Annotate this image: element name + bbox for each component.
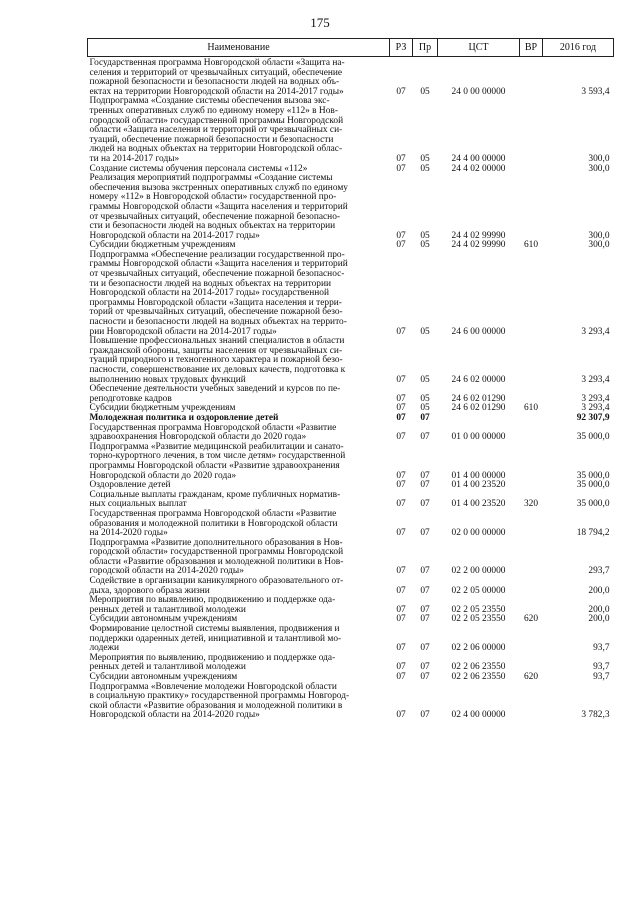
row-name-line: Новгородской области на 2014-2017 годы» государственной bbox=[89, 288, 329, 299]
row-name-line: Новгородской области до 2020 года» bbox=[89, 470, 237, 481]
row-name-line: в социальную практику» государственной программы Новгород- bbox=[89, 691, 350, 702]
row-name-line: пасности и безопасности людей на водных объектах на террито- bbox=[89, 317, 347, 328]
row-name-line: ренных детей и талантливой молодежи bbox=[89, 662, 246, 673]
row-vr bbox=[520, 577, 543, 596]
row-pr: 07 bbox=[420, 585, 430, 596]
row-amount: 293,7 bbox=[588, 566, 610, 577]
row-pr: 05 bbox=[420, 326, 430, 337]
row-name-line: дыха, здорового образа жизни bbox=[89, 585, 210, 596]
row-name-line: Субсидии автономным учреждениям bbox=[89, 672, 238, 682]
row-name-line: Мероприятия по выявлению, продвижению и поддержке ода- bbox=[89, 595, 336, 606]
row-name-line: Мероприятия по выявлению, продвижению и поддержке ода- bbox=[89, 652, 336, 663]
row-name-line: ных социальных выплат bbox=[89, 499, 187, 510]
row-pr: 05 bbox=[420, 86, 430, 97]
row-vr: 620 bbox=[523, 614, 539, 625]
row-pr: 05 bbox=[420, 163, 430, 174]
row-cst: 01 4 00 00000 bbox=[451, 470, 506, 481]
row-name-line: Субсидии бюджетным учреждениям bbox=[89, 240, 236, 251]
row-name-line: тренных оперативных служб по единому номеру «112» в Нов- bbox=[89, 105, 338, 116]
row-name-line: Реализация мероприятий подпрограммы «Создание системы bbox=[89, 173, 333, 184]
row-pr: 05 bbox=[420, 153, 430, 164]
table-header-row bbox=[88, 39, 614, 57]
row-cst: 02 0 00 00000 bbox=[451, 528, 506, 539]
row-pr: 07 bbox=[420, 672, 430, 682]
row-name bbox=[88, 174, 390, 241]
table-row bbox=[88, 683, 614, 721]
row-amount: 93,7 bbox=[593, 662, 610, 673]
row-rz: 07 bbox=[396, 662, 406, 673]
row-name-line: Подпрограмма «Вовлечение молодежи Новгородской области bbox=[89, 681, 337, 692]
row-rz: 07 bbox=[396, 566, 406, 577]
row-name-line: Обеспечение деятельности учебных заведений и курсов по пе- bbox=[89, 384, 341, 395]
row-amount: 35 000,0 bbox=[576, 432, 610, 443]
row-name-line: Формирование целостной системы выявления, продвижения и bbox=[89, 624, 340, 635]
row-cst: 24 4 02 00000 bbox=[451, 163, 506, 174]
row-cst: 02 2 00 00000 bbox=[451, 566, 506, 577]
table-row bbox=[88, 577, 614, 596]
row-rz: 07 bbox=[396, 710, 406, 721]
row-cst: 24 6 02 01290 bbox=[451, 393, 506, 404]
row-amount: 35 000,0 bbox=[576, 480, 610, 491]
row-rz: 07 bbox=[396, 393, 406, 404]
row-name bbox=[88, 337, 390, 385]
row-name-line: граммы Новгородской области «Защита населения и территорий bbox=[89, 259, 348, 270]
row-name-line: пожарной безопасности и безопасности людей на водных объ- bbox=[89, 77, 340, 88]
row-amount: 300,0 bbox=[588, 230, 610, 241]
row-vr bbox=[520, 57, 543, 98]
row-cst: 02 4 00 00000 bbox=[451, 710, 506, 721]
table-row bbox=[88, 443, 614, 481]
row-name-line: Социальные выплаты гражданам, кроме публичных норматив- bbox=[89, 489, 341, 500]
row-vr: 320 bbox=[523, 499, 539, 510]
row-vr bbox=[520, 337, 543, 385]
row-cst: 01 4 00 23520 bbox=[451, 499, 506, 510]
row-vr bbox=[520, 481, 543, 491]
column-header-pr: Пр bbox=[413, 39, 438, 57]
row-name-line: сти и безопасности людей на водных объектах на территории bbox=[89, 221, 336, 232]
row-name-line: Субсидии бюджетным учреждениям bbox=[89, 403, 236, 414]
row-vr bbox=[520, 251, 543, 337]
row-pr: 07 bbox=[420, 412, 430, 423]
row-pr: 07 bbox=[420, 470, 430, 481]
row-amount: 200,0 bbox=[588, 585, 610, 596]
row-vr bbox=[520, 97, 543, 164]
row-vr bbox=[520, 625, 543, 654]
row-rz: 07 bbox=[396, 163, 406, 174]
row-name-line: туаций природного и техногенного характера и пожарной безо- bbox=[89, 355, 343, 366]
row-rz: 07 bbox=[396, 403, 406, 414]
row-name-line: здравоохранения Новгородской области до 2020 года» bbox=[89, 432, 307, 443]
row-name-line: на 2014-2020 годы» bbox=[89, 528, 168, 539]
row-name-line: программы Новгородской области «Защита населения и терри- bbox=[89, 297, 342, 308]
row-name-line: городской области на 2014-2020 годы» bbox=[89, 566, 244, 577]
row-vr bbox=[520, 385, 543, 404]
row-pr: 07 bbox=[420, 614, 430, 625]
row-amount: 3 782,3 bbox=[581, 710, 610, 721]
table-row bbox=[88, 57, 614, 98]
row-name-line: торий от чрезвычайных ситуаций, обеспечение пожарной безо- bbox=[89, 307, 343, 318]
row-name-line: области «Развитие образования и молодежной политики в Нов- bbox=[89, 556, 344, 567]
row-name-line: городской области» государственной программы Новгородской bbox=[89, 115, 344, 126]
row-cst: 02 2 05 23550 bbox=[451, 614, 506, 625]
row-cst: 24 6 02 00000 bbox=[451, 374, 506, 385]
row-pr: 07 bbox=[420, 710, 430, 721]
row-name-line: от чрезвычайных ситуаций, обеспечение пожарной безопаснос- bbox=[89, 269, 345, 280]
row-amount: 93,7 bbox=[593, 643, 610, 654]
row-pr: 07 bbox=[420, 643, 430, 654]
row-cst: 02 2 06 00000 bbox=[451, 643, 506, 654]
row-name bbox=[88, 625, 390, 654]
row-name-line: Новгородской области на 2014-2020 годы» bbox=[89, 710, 260, 721]
row-rz: 07 bbox=[396, 672, 406, 682]
row-rz: 07 bbox=[396, 230, 406, 241]
row-name-line: ренных детей и талантливой молодежи bbox=[89, 604, 246, 615]
row-vr bbox=[520, 443, 543, 481]
row-name-line: городской области» государственной программы Новгородской bbox=[89, 547, 344, 558]
row-amount: 3 593,4 bbox=[581, 86, 610, 97]
row-name bbox=[88, 491, 390, 510]
table-row bbox=[88, 510, 614, 539]
row-name-line: Оздоровление детей bbox=[89, 480, 171, 491]
row-name-line: Новгородской области на 2014-2017 годы» bbox=[89, 230, 260, 241]
row-name-line: Подпрограмма «Развитие дополнительного образования в Нов- bbox=[89, 537, 343, 548]
row-rz: 07 bbox=[396, 499, 406, 510]
row-pr: 05 bbox=[420, 240, 430, 251]
column-header-cst: ЦСТ bbox=[438, 39, 520, 57]
row-cst: 01 0 00 00000 bbox=[451, 432, 506, 443]
row-name-line: Содействие в организации каникулярного образовательного от- bbox=[89, 576, 344, 587]
row-rz: 07 bbox=[396, 153, 406, 164]
row-amount: 92 307,9 bbox=[576, 412, 610, 423]
row-name-line: образования и молодежной политики в Новгородской области bbox=[89, 518, 338, 529]
row-amount: 35 000,0 bbox=[576, 499, 610, 510]
row-name bbox=[88, 596, 390, 615]
row-pr: 07 bbox=[420, 566, 430, 577]
row-rz: 07 bbox=[396, 412, 406, 423]
column-header-rz: РЗ bbox=[390, 39, 413, 57]
row-name-line: Субсидии автономным учреждениям bbox=[89, 614, 238, 625]
table-row bbox=[88, 385, 614, 404]
row-name-line: Молодежная политика и оздоровление детей bbox=[89, 412, 279, 423]
row-pr: 05 bbox=[420, 403, 430, 414]
row-vr bbox=[520, 174, 543, 241]
row-cst: 24 6 00 00000 bbox=[451, 326, 506, 337]
table-row bbox=[88, 625, 614, 654]
row-name-line: номеру «112» в Новгородской области» государственной про- bbox=[89, 192, 337, 203]
row-name bbox=[88, 443, 390, 481]
table-row bbox=[88, 174, 614, 241]
row-name-line: лодежи bbox=[89, 643, 120, 654]
row-cst: 01 4 00 23520 bbox=[451, 480, 506, 491]
row-name-line: Государственная программа Новгородской области «Развитие bbox=[89, 508, 337, 519]
row-name-line: ектах на территории Новгородской области на 2014-2017 годы» bbox=[89, 86, 344, 97]
row-name-line: туаций, обеспечение пожарной безопасности и безопасности bbox=[89, 134, 334, 145]
row-name-line: области «Защита населения и территорий от чрезвычайных си- bbox=[89, 125, 343, 136]
row-pr: 05 bbox=[420, 230, 430, 241]
row-name-line: поддержки одаренных детей, инициативной и талантливой мо- bbox=[89, 633, 342, 644]
row-pr: 07 bbox=[420, 604, 430, 615]
row-name-line: Подпрограмма «Создание системы обеспечения вызова экс- bbox=[89, 96, 330, 107]
row-name-line: пасности, совершенствование их деловых качеств, подготовка к bbox=[89, 365, 346, 375]
row-cst: 02 2 05 00000 bbox=[451, 585, 506, 596]
row-rz: 07 bbox=[396, 470, 406, 481]
row-amount: 18 794,2 bbox=[576, 528, 610, 539]
row-vr: 610 bbox=[523, 403, 539, 414]
row-name-line: ти на 2014-2017 годы» bbox=[89, 153, 180, 164]
row-vr bbox=[520, 165, 543, 175]
row-vr bbox=[520, 424, 543, 443]
row-name-line: Повышение профессиональных знаний специалистов в области bbox=[89, 336, 345, 347]
row-name-line: выполнению новых трудовых функций bbox=[89, 374, 246, 385]
budget-table bbox=[87, 38, 614, 721]
row-name-line: программы Новгородской области «Развитие здравоохранения bbox=[89, 460, 340, 471]
row-vr bbox=[520, 596, 543, 615]
row-rz: 07 bbox=[396, 604, 406, 615]
column-header-vr: ВР bbox=[520, 39, 543, 57]
row-pr: 07 bbox=[420, 662, 430, 673]
table-row bbox=[88, 654, 614, 673]
row-rz: 07 bbox=[396, 432, 406, 443]
table-row bbox=[88, 596, 614, 615]
row-cst: 24 4 00 00000 bbox=[451, 153, 506, 164]
row-amount: 3 293,4 bbox=[581, 393, 610, 404]
row-cst: 02 2 06 23550 bbox=[451, 662, 506, 673]
row-name-line: реподготовке кадров bbox=[89, 393, 172, 404]
row-name bbox=[88, 577, 390, 596]
row-name bbox=[88, 539, 390, 577]
row-name-line: от чрезвычайных ситуаций, обеспечение пожарной безопасно- bbox=[89, 211, 341, 222]
row-name-line: торно-курортного лечения, в том числе детям» государственной bbox=[89, 451, 346, 462]
row-pr: 07 bbox=[420, 499, 430, 510]
row-pr: 07 bbox=[420, 528, 430, 539]
row-name bbox=[88, 57, 390, 98]
row-name-line: ской области «Развитие образования и молодежной политики в bbox=[89, 700, 343, 711]
row-vr bbox=[520, 654, 543, 673]
row-pr: 05 bbox=[420, 374, 430, 385]
table-row bbox=[88, 539, 614, 577]
row-vr bbox=[520, 510, 543, 539]
row-pr: 07 bbox=[420, 480, 430, 491]
row-pr: 05 bbox=[420, 393, 430, 404]
column-header-year: 2016 год bbox=[543, 39, 614, 57]
row-name bbox=[88, 385, 390, 404]
row-amount: 3 293,4 bbox=[581, 374, 610, 385]
row-amount: 200,0 bbox=[588, 604, 610, 615]
row-name bbox=[88, 424, 390, 443]
row-cst: 24 4 02 99990 bbox=[451, 230, 506, 241]
row-rz: 07 bbox=[396, 528, 406, 539]
row-rz: 07 bbox=[396, 86, 406, 97]
row-cst: 24 4 02 99990 bbox=[451, 240, 506, 251]
row-amount: 93,7 bbox=[593, 672, 610, 682]
row-amount: 300,0 bbox=[588, 153, 610, 164]
column-header-name: Наименование bbox=[88, 39, 390, 57]
row-vr bbox=[520, 683, 543, 721]
row-vr bbox=[520, 539, 543, 577]
row-name bbox=[88, 251, 390, 337]
row-amount: 300,0 bbox=[588, 163, 610, 174]
row-rz: 07 bbox=[396, 240, 406, 251]
row-name-line: граммы Новгородской области «Защита населения и территорий bbox=[89, 201, 348, 212]
row-rz: 07 bbox=[396, 585, 406, 596]
table-row bbox=[88, 97, 614, 164]
page-number: 175 bbox=[310, 15, 330, 30]
row-name-line: селения и территорий от чрезвычайных ситуаций, обеспечение bbox=[89, 67, 343, 78]
table-body bbox=[88, 57, 614, 721]
row-rz: 07 bbox=[396, 614, 406, 625]
row-name-line: Государственная программа Новгородской области «Развитие bbox=[89, 422, 337, 433]
table-row bbox=[88, 491, 614, 510]
row-cst: 02 2 05 23550 bbox=[451, 604, 506, 615]
row-name-line: ти и безопасности людей на водных объектах на территории bbox=[89, 278, 332, 289]
row-cst: 24 0 00 00000 bbox=[451, 86, 506, 97]
row-name-line: обеспечения вызова экстренных оперативных служб по единому bbox=[89, 182, 348, 193]
row-rz: 07 bbox=[396, 643, 406, 654]
row-vr: 620 bbox=[523, 672, 539, 682]
row-name-line: Подпрограмма «Обеспечение реализации государственной про- bbox=[89, 249, 345, 260]
row-amount: 300,0 bbox=[588, 240, 610, 251]
row-name-line: людей на водных объектах на территории Новгородской облас- bbox=[89, 144, 343, 155]
row-amount: 3 293,4 bbox=[581, 326, 610, 337]
row-rz: 07 bbox=[396, 480, 406, 491]
row-cst: 02 2 06 23550 bbox=[451, 672, 506, 682]
row-cst bbox=[438, 414, 520, 424]
row-vr: 610 bbox=[523, 240, 539, 251]
table-row bbox=[88, 424, 614, 443]
row-amount: 3 293,4 bbox=[581, 403, 610, 414]
row-name-line: Подпрограмма «Развитие медицинской реабилитации и санато- bbox=[89, 441, 344, 452]
row-name-line: рии Новгородской области на 2014-2017 годы» bbox=[89, 326, 277, 337]
table-row bbox=[88, 251, 614, 337]
row-name-line: гражданской обороны, защиты населения от чрезвычайных си- bbox=[89, 345, 343, 356]
row-name-line: Государственная программа Новгородской области «Защита на- bbox=[89, 58, 345, 68]
row-amount: 35 000,0 bbox=[576, 470, 610, 481]
row-amount: 200,0 bbox=[588, 614, 610, 625]
row-vr bbox=[520, 414, 543, 424]
row-pr: 07 bbox=[420, 432, 430, 443]
row-cst: 24 6 02 01290 bbox=[451, 403, 506, 414]
row-rz: 07 bbox=[396, 374, 406, 385]
table-row bbox=[88, 337, 614, 385]
row-name bbox=[88, 97, 390, 164]
row-name-line: Создание системы обучения персонала системы «112» bbox=[89, 163, 308, 174]
row-rz: 07 bbox=[396, 326, 406, 337]
row-name bbox=[88, 510, 390, 539]
row-name bbox=[88, 683, 390, 721]
row-name bbox=[88, 654, 390, 673]
